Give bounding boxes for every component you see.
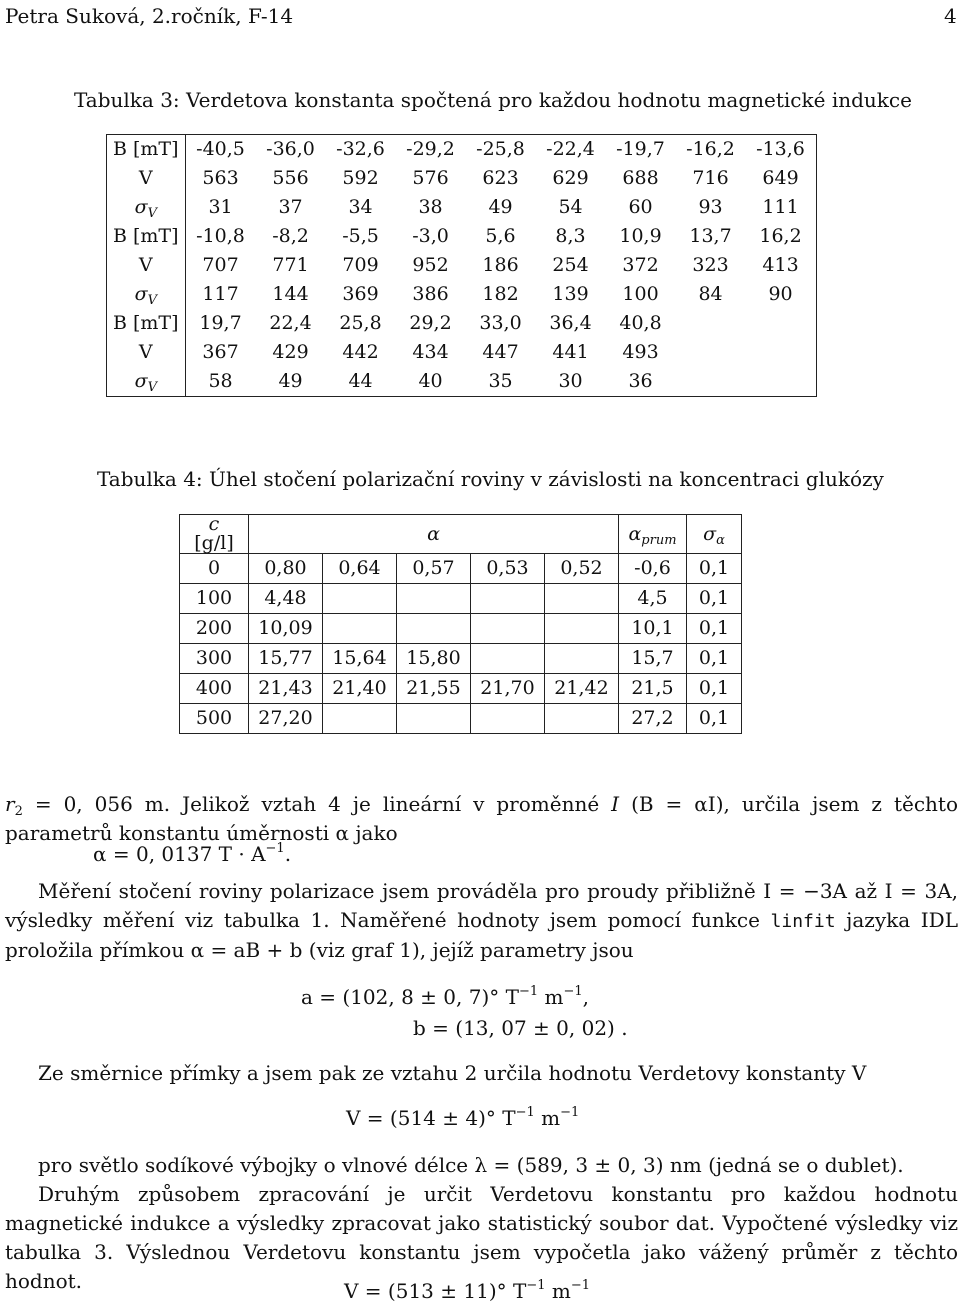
p3-text: Ze směrnice přímky a jsem pak ze vztahu 2 určila hodnotu Verdetovy konstanty V xyxy=(38,1061,867,1085)
table3-b-row xyxy=(107,135,817,165)
table3-cell: -19,7 xyxy=(616,138,665,160)
table3-cell: 36,4 xyxy=(549,312,592,334)
table3-cell: 117 xyxy=(202,283,239,305)
table4-cell-alpha xyxy=(471,614,545,644)
table3-cell: 90 xyxy=(768,283,793,305)
sigma-symbol: σ xyxy=(134,370,148,392)
r2-symbol: r xyxy=(5,792,15,816)
table3-cell: -8,2 xyxy=(272,225,309,247)
table4-cell-sigma: 0,1 xyxy=(687,644,742,674)
eq-a-exp1: −1 xyxy=(518,984,539,999)
table4-cell-alpha xyxy=(545,584,619,614)
eq-b-text: b = (13, 07 ± 0, 02) . xyxy=(413,1016,628,1040)
table3-v-row xyxy=(107,338,817,367)
eq-V1-m: m xyxy=(534,1106,561,1130)
table4-cell-prum: -0,6 xyxy=(619,554,687,584)
p5-text: Druhým způsobem zpracování je určit Verdetovu konstantu pro každou hodnotu magnetické indukce a výsledky zpracovat jako statistický soubor dat. Vypočtené výsledky viz tabulka 3. Výslednou Verdetovu konstantu jsem vypočetla jako vážený průměr z těchto hodnot. xyxy=(5,1182,958,1293)
table3-cell: -5,5 xyxy=(342,225,379,247)
table3-cell: 37 xyxy=(278,196,303,218)
table3-cell: 25,8 xyxy=(339,312,382,334)
table3-v-row xyxy=(107,164,817,193)
table3-cell: 5,6 xyxy=(485,225,516,247)
p1-text-b: (B = αI), určila jsem z těchto parametrů konstantu úměrnosti α jako xyxy=(5,792,958,845)
table3-cell: 93 xyxy=(698,196,723,218)
table3-cell: 40,8 xyxy=(619,312,662,334)
table4 xyxy=(179,514,742,734)
table3-cell: 34 xyxy=(348,196,373,218)
table3-cell: 429 xyxy=(272,341,309,363)
table3-cell: 323 xyxy=(692,254,729,276)
table3-cell: 49 xyxy=(488,196,513,218)
linfit-code: linfit xyxy=(770,911,836,932)
table4-cell-alpha: 21,40 xyxy=(323,674,397,704)
table4-caption: Tabulka 4: Úhel stočení polarizační roviny v závislosti na koncentraci glukózy xyxy=(97,467,884,491)
table3-cell: 592 xyxy=(342,167,379,189)
table4-cell-c: 200 xyxy=(180,614,249,644)
table3-cell: 182 xyxy=(482,283,519,305)
table3-cell: 40 xyxy=(418,370,443,392)
table3-v-row xyxy=(107,251,817,280)
table3-cell: -13,6 xyxy=(756,138,805,160)
paragraph-measurement xyxy=(5,877,958,965)
table4-cell-c: 100 xyxy=(180,584,249,614)
p2-text-a: Měření stočení roviny polarizace jsem prováděla pro proudy přibližně I = −3A až I = 3A, výsledky měření viz tabulka 1. Naměřené hodnoty jsem pomocí funkce xyxy=(5,879,958,932)
table3-cell: -32,6 xyxy=(336,138,385,160)
eq-V2-text: V = (513 ± 11)° T xyxy=(344,1279,527,1303)
table4-cell-alpha xyxy=(471,584,545,614)
table3-cell: -22,4 xyxy=(546,138,595,160)
table4-cell-sigma: 0,1 xyxy=(687,614,742,644)
eq-alpha-exp: −1 xyxy=(265,841,285,856)
table3-cell: 649 xyxy=(762,167,799,189)
table3-cell: 629 xyxy=(552,167,589,189)
table4-cell-alpha: 27,20 xyxy=(249,704,323,734)
table3-cell: 623 xyxy=(482,167,519,189)
table4-cell-alpha xyxy=(323,614,397,644)
table4-cell-alpha: 15,64 xyxy=(323,644,397,674)
table4-cell-sigma: 0,1 xyxy=(687,674,742,704)
table3-cell: 36 xyxy=(628,370,653,392)
table3-cell: 369 xyxy=(342,283,379,305)
table4-cell-alpha: 15,80 xyxy=(397,644,471,674)
p4-text: pro světlo sodíkové výbojky o vlnové délce λ = (589, 3 ± 0, 3) nm (jedná se o dublet). xyxy=(38,1153,904,1177)
table4-row xyxy=(180,674,742,704)
table3-cell: 372 xyxy=(622,254,659,276)
table3-row-label: V xyxy=(107,251,186,280)
table3-cell: 60 xyxy=(628,196,653,218)
eq-V1-exp1: −1 xyxy=(515,1105,535,1120)
eq-V2-exp1: −1 xyxy=(526,1278,546,1293)
table4-cell-alpha: 0,52 xyxy=(545,554,619,584)
table4-cell-prum: 15,7 xyxy=(619,644,687,674)
table3-cell: 54 xyxy=(558,196,583,218)
table3-cell: 688 xyxy=(622,167,659,189)
header-alpha: α xyxy=(249,515,619,554)
table3-cell: 144 xyxy=(272,283,309,305)
table3-cell: 186 xyxy=(482,254,519,276)
table3-cell: -36,0 xyxy=(266,138,315,160)
table4-row xyxy=(180,704,742,734)
table3-caption: Tabulka 3: Verdetova konstanta spočtená pro každou hodnotu magnetické indukce xyxy=(74,88,912,112)
table3-cell: -10,8 xyxy=(196,225,245,247)
equation-V1 xyxy=(346,1106,579,1130)
table3-cell: 447 xyxy=(482,341,519,363)
table4-cell-sigma: 0,1 xyxy=(687,584,742,614)
header-c: c [g/l] xyxy=(180,515,249,554)
table3-cell: -3,0 xyxy=(412,225,449,247)
table3-row-label: B [mT] xyxy=(107,135,186,165)
table4-row xyxy=(180,614,742,644)
paragraph-slope xyxy=(38,1059,938,1088)
table3-b-row xyxy=(107,309,817,338)
table4-cell-alpha xyxy=(545,644,619,674)
eq-V1-text: V = (514 ± 4)° T xyxy=(346,1106,516,1130)
table3-row-label: B [mT] xyxy=(107,222,186,251)
eq-V1-exp2: −1 xyxy=(560,1105,580,1120)
table4-cell-alpha xyxy=(545,614,619,644)
eq-alpha-text: α = 0, 0137 T · A xyxy=(93,842,266,866)
table3-cell: 367 xyxy=(202,341,239,363)
table4-cell-sigma: 0,1 xyxy=(687,704,742,734)
table3-row-label: V xyxy=(107,338,186,367)
table4-cell-c: 0 xyxy=(180,554,249,584)
table3-cell: 441 xyxy=(552,341,589,363)
table3-cell: 111 xyxy=(762,196,799,218)
table4-cell-alpha xyxy=(397,704,471,734)
header-alpha-prum: $\alpha_{prum}$ xyxy=(619,515,687,554)
p1-text-a: = 0, 056 m. Jelikož vztah 4 je lineární v proměnné xyxy=(34,792,612,816)
paragraph-alpha-intro xyxy=(5,790,958,848)
table4-cell-alpha xyxy=(397,614,471,644)
table4-cell-alpha xyxy=(471,704,545,734)
table3-cell: 139 xyxy=(552,283,589,305)
header-sigma: $\sigma_\alpha$ xyxy=(687,515,742,554)
r2-subscript: 2 xyxy=(14,804,23,819)
table3-row-label: V xyxy=(107,164,186,193)
eq-a-end: , xyxy=(582,985,589,1009)
table3 xyxy=(106,134,817,397)
equation-b xyxy=(413,1016,628,1040)
table3-sigma-row xyxy=(107,193,817,222)
paragraph-sodium xyxy=(38,1151,938,1180)
table3-cell xyxy=(746,367,817,397)
table3-cell: 8,3 xyxy=(555,225,586,247)
table4-row xyxy=(180,584,742,614)
table3-cell: 84 xyxy=(698,283,723,305)
table3-cell: 29,2 xyxy=(409,312,452,334)
running-header: Petra Suková, 2.ročník, F-14 xyxy=(5,4,294,28)
table4-cell-alpha: 21,42 xyxy=(545,674,619,704)
table3-cell: 563 xyxy=(202,167,239,189)
table4-cell-c: 300 xyxy=(180,644,249,674)
table3-cell: 19,7 xyxy=(199,312,242,334)
table4-cell-sigma: 0,1 xyxy=(687,554,742,584)
table4-row xyxy=(180,644,742,674)
table3-cell: 33,0 xyxy=(479,312,522,334)
sigma-subscript: V xyxy=(147,206,157,221)
table3-sigma-row xyxy=(107,280,817,309)
sigma-subscript: V xyxy=(147,293,157,308)
equation-V2 xyxy=(344,1279,590,1303)
equation-a xyxy=(301,985,589,1009)
table3-cell: 952 xyxy=(412,254,449,276)
page-number: 4 xyxy=(944,4,957,28)
table3-cell: 44 xyxy=(348,370,373,392)
table4-cell-alpha xyxy=(323,584,397,614)
table4-cell-prum: 27,2 xyxy=(619,704,687,734)
table4-cell-alpha: 21,70 xyxy=(471,674,545,704)
table3-cell: 442 xyxy=(342,341,379,363)
eq-a-text: a = (102, 8 ± 0, 7)° T xyxy=(301,985,519,1009)
sigma-symbol: σ xyxy=(134,196,148,218)
table4-cell-prum: 10,1 xyxy=(619,614,687,644)
table3-row-label: B [mT] xyxy=(107,309,186,338)
table3-row-label xyxy=(107,367,186,397)
equation-alpha: α = 0, 0137 $T \cdot A^{-1}$. xyxy=(93,841,292,866)
table3-cell xyxy=(746,338,817,367)
eq-V2-exp2: −1 xyxy=(570,1278,590,1293)
table3-cell: 58 xyxy=(208,370,233,392)
table3-cell: 556 xyxy=(272,167,309,189)
table4-cell-alpha xyxy=(323,704,397,734)
table4-cell-alpha xyxy=(545,704,619,734)
table3-cell: 386 xyxy=(412,283,449,305)
table4-cell-alpha: 4,48 xyxy=(249,584,323,614)
table3-cell: 31 xyxy=(208,196,233,218)
table3-cell: 38 xyxy=(418,196,443,218)
table4-cell-c: 500 xyxy=(180,704,249,734)
table3-row-label xyxy=(107,280,186,309)
table3-cell xyxy=(746,309,817,338)
table4-cell-alpha: 21,55 xyxy=(397,674,471,704)
table3-cell: 434 xyxy=(412,341,449,363)
table3-cell: 100 xyxy=(622,283,659,305)
sigma-symbol: σ xyxy=(134,283,148,305)
table3-cell: 493 xyxy=(622,341,659,363)
table3-cell: 22,4 xyxy=(269,312,312,334)
table3-cell: 576 xyxy=(412,167,449,189)
table3-cell: 10,9 xyxy=(619,225,662,247)
table4-cell-alpha: 10,09 xyxy=(249,614,323,644)
table3-cell: 771 xyxy=(272,254,309,276)
table3-cell: 49 xyxy=(278,370,303,392)
p2-text-b: jazyka IDL proložila přímkou α = aB + b (viz graf 1), jejíž parametry jsou xyxy=(5,908,958,962)
sigma-subscript: V xyxy=(147,380,157,395)
table3-cell: -29,2 xyxy=(406,138,455,160)
table4-cell-alpha xyxy=(471,644,545,674)
table3-cell: 16,2 xyxy=(759,225,802,247)
table4-cell-prum: 4,5 xyxy=(619,584,687,614)
eq-V2-m: m xyxy=(545,1279,571,1303)
table3-cell: 716 xyxy=(692,167,729,189)
table3-b-row xyxy=(107,222,817,251)
table3-cell: 709 xyxy=(342,254,379,276)
table3-sigma-row xyxy=(107,367,817,397)
table3-cell: 13,7 xyxy=(689,225,732,247)
eq-a-exp2: −1 xyxy=(563,984,583,999)
table3-cell xyxy=(676,309,746,338)
table3-cell: 35 xyxy=(488,370,513,392)
table4-cell-prum: 21,5 xyxy=(619,674,687,704)
table3-cell: -16,2 xyxy=(686,138,735,160)
table4-row xyxy=(180,554,742,584)
table3-cell: 707 xyxy=(202,254,239,276)
table3-cell xyxy=(676,367,746,397)
table4-header-row xyxy=(180,515,742,554)
table4-cell-alpha: 15,77 xyxy=(249,644,323,674)
table4-cell-alpha: 0,64 xyxy=(323,554,397,584)
table4-cell-c: 400 xyxy=(180,674,249,704)
table4-cell-alpha xyxy=(397,584,471,614)
table3-cell: -40,5 xyxy=(196,138,245,160)
table4-cell-alpha: 21,43 xyxy=(249,674,323,704)
table3-cell: 413 xyxy=(762,254,799,276)
table3-cell: 254 xyxy=(552,254,589,276)
table4-cell-alpha: 0,57 xyxy=(397,554,471,584)
table3-cell: 30 xyxy=(558,370,583,392)
table3-cell xyxy=(676,338,746,367)
table3-cell: -25,8 xyxy=(476,138,525,160)
table3-row-label xyxy=(107,193,186,222)
table4-cell-alpha: 0,80 xyxy=(249,554,323,584)
eq-a-m: m xyxy=(538,985,564,1009)
table4-cell-alpha: 0,53 xyxy=(471,554,545,584)
I-symbol: I xyxy=(611,792,620,816)
